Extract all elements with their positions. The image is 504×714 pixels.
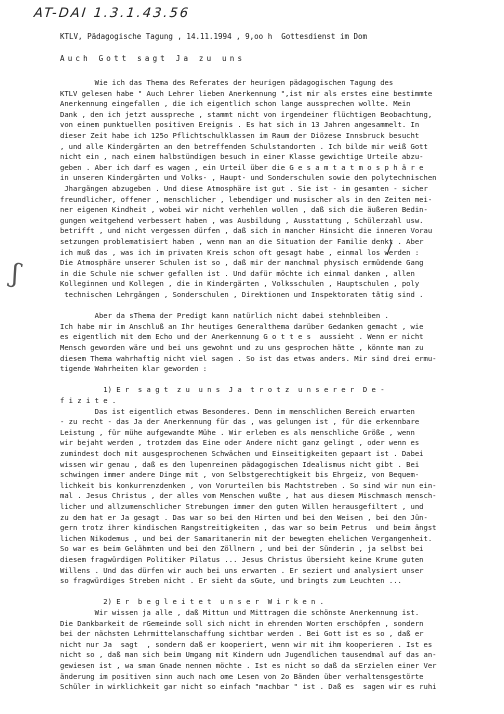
text-line: diesem fragwürdigen Politiker Pilatus ... Jesus Christus übersieht keine Krume guten xyxy=(60,555,424,564)
text-line: freundlicher, offener , menschlicher , lebendiger und musischer als in den Zeiten mei- xyxy=(60,194,433,204)
text-line: bei der nächsten Lehrmittelanschaffung sichtbar werden . Bei Gott ist es so , daß er xyxy=(60,629,424,639)
text-line: 2) E r b e g l e i t e t u n s e r W i r k e n . xyxy=(60,597,324,607)
sermon-title: Auch Gott sagt Ja zu uns xyxy=(60,54,246,63)
text-line: zumindest doch mit ausgesprochenen Schwächen und Einseitigkeiten gepaart ist . Dabei xyxy=(60,449,424,458)
header-line: KTLV, Pädagogische Tagung , 14.11.1994 , 9,oo h Gottesdienst im Dom xyxy=(60,32,368,41)
text-line: in unseren Kindergärten und Volks- , Haupt- und Sonderschulen sowie den polytechnischen xyxy=(60,173,437,183)
text-line: von einem punktuellen positiven Ereignis . Es hat sich in 13 Jahren angesammelt. In xyxy=(60,120,420,130)
text-line: Mensch geworden wäre und bei uns gewohnt und zu uns gesprochen hätte , könnte man zu xyxy=(60,343,424,352)
text-line: gern trotz ihrer kindischen Rangstreitigkeiten , das war so beim Petrus und beim ängst xyxy=(60,523,437,533)
text-line: zu dem hat er Ja gesagt . Das war so bei den Hirten und bei den Weisen , bei den Jün- xyxy=(60,512,428,522)
text-line: setzungen problematisiert haben , wenn man an die Situation der Familie denkt . Aber xyxy=(60,237,424,246)
text-line: es eigentlich mit dem Echo und der Anerkennung G o t t e s aussieht . Wenn er nicht xyxy=(60,332,424,342)
text-line: mal . Jesus Christus , der alles vom Menschen wußte , hat aus diesem Mischmasch mensch- xyxy=(60,491,437,501)
text-line: wir bejaht werden , trotzdem das Eine oder Andere nicht ganz gelingt , oder wenn es xyxy=(60,438,420,448)
text-line: nicht so , daß man sich beim Umgang mit Kindern udn Jugendlichen tausendmal auf das an- xyxy=(60,650,437,660)
text-line: Ich habe mir im Anschluß an Ihr heutiges Generalthema darüber Gedanken gemacht , wie xyxy=(60,321,424,331)
text-line: technischen Lehrgängen , Sonderschulen , Direktionen und Inspektoraten tätig sind . xyxy=(60,290,424,299)
text-line: Wir wissen ja alle , daß Mittun und Mittragen die schönste Anerkennung ist. xyxy=(60,608,420,617)
text-line: tigende Wahrheiten klar geworden : xyxy=(60,364,208,374)
text-line: 1) E r s a g t z u u n s J a t r o t z u n s e r e r D e - xyxy=(60,385,385,395)
text-line: nicht ein , nach einem halbstündigen besuch in einer Klasse gewichtige Urteile abzu- xyxy=(60,152,424,162)
text-line: so fragwürdiges Streben nicht . Er sieht da sGute, und bringts zum Leuchten ... xyxy=(60,576,402,586)
text-line: betrifft , und nicht vergessen dürfen , daß sich in mancher Hinsicht die inneren Vorau xyxy=(60,226,433,236)
archive-stamp: AT-DAI 1.3.1.43.56 xyxy=(33,6,191,21)
text-line: ner eigenen Kindheit , wobei wir nicht verhehlen wollen , daß sich die äußeren Bedin- xyxy=(60,205,428,215)
text-line: gewiesen ist , wa sman Gnade nennen möchte . Ist es nicht so daß da sErzielen einer Ver xyxy=(60,661,437,670)
text-line: Schüler in wirklichkeit gar nicht so einfach "machbar " ist . Daß es sagen wir es ruhi xyxy=(60,682,437,692)
text-line: Das ist eigentlich etwas Besonderes. Denn im menschlichen Bereich erwarten xyxy=(60,406,415,416)
text-line: schwingen immer andere Dinge mit , von Selbstgerechtigkeit bis Ehrgeiz, von Bequem- xyxy=(60,470,420,480)
text-line: KTLV gelesen habe " Auch Lehrer lieben Anerkennung ",ist mir als erstes eine bestimmte xyxy=(60,88,433,98)
text-line: licher und allzumenschlicher Strebungen immer den guten Willen herausgefiltert , und xyxy=(60,502,424,511)
text-line: gungen weitgehend verbessert haben , was Ausbildung , Ausstattung , Schülerzahl usw. xyxy=(60,215,424,225)
text-line: dieser Zeit habe ich 125o Pflichtschulklassen im Raum der Diözese Innsbruck besucht xyxy=(60,131,420,140)
text-line: geben . Aber ich darf es wagen , ein Urteil über die G e s a m t a t m o s p h ä r e xyxy=(60,162,424,172)
text-line: Anerkennung eingefallen , die ich eigentlich schon lange aussprechen wollte. Mein xyxy=(60,99,411,109)
text-line: nicht nur Ja sagt , sondern daß er kooperiert, wenn wir mit ihm kooperieren . Ist es xyxy=(60,639,433,649)
text-line: Dank , den ich jetzt ausspreche , stammt nicht von irgendeiner flüchtigen Beobachtung, xyxy=(60,109,433,119)
text-line: f i z i t e . xyxy=(60,396,117,405)
margin-pencil-mark: ʃ xyxy=(8,258,23,290)
text-line: Willens . Und das dürfen wir auch bei uns erwarten . Er seziert und analysiert unser xyxy=(60,565,424,575)
text-line: Die Dankbarkeit de rGemeinde soll sich nicht in ehrenden Worten erschöpfen , sondern xyxy=(60,618,424,628)
text-line: lichen Nikodemus , und bei der Samaritanerin mit der bewegten ehelichen Vergangenheit. xyxy=(60,533,433,543)
text-line: lichkeit bis konkurrenzdenken , von Vorurteilen bis Machtstreben . So sind wir nun ein- xyxy=(60,480,437,490)
text-line: diesem Thema wahrhaftig nicht viel sagen . So ist das etwas anders. Mir sind drei ermu- xyxy=(60,353,437,363)
text-line: in die Schule nie schwer gefallen ist . Und dafür möchte ich einmal danken , allen xyxy=(60,268,415,278)
text-line: Jhargängen abzugeben . Und diese Atmosphäre ist gut . Sie ist - im gesamten - sicher xyxy=(60,184,428,193)
text-line: Aber da sThema der Predigt kann natürlich nicht dabei stehnbleiben . xyxy=(60,311,389,321)
text-line: , und alle Kindergärten an den betreffenden Schulstandorten . Ich bilde mir weiß Gott xyxy=(60,141,428,151)
text-line: Leistung , für mühe aufgewandte Mühe . Wir erleben es als menschliche Größe , wenn xyxy=(60,427,415,437)
text-line: - zu recht - das Ja der Anerkennung für das , was gelungen ist , für die erkennbare xyxy=(60,417,420,427)
text-line: Kolleginnen und Kollegen , die in Kindergärten , Volksschulen , Hauptschulen , poly xyxy=(60,279,420,289)
text-line: änderung im positiven sinn auch nach ome Lesen von 2o Bänden über verhaltensgestörte xyxy=(60,671,424,681)
text-line: wissen wir genau , daß es den lupenreinen pädagogischen Idealismus nicht gibt . Bei xyxy=(60,459,420,469)
text-line: Die Atmosphäre unserer Schulen ist so , daß mir der manchmal physisch ermüdende Gang xyxy=(60,258,424,268)
text-line: So war es beim Gelähmten und bei den Zöllnern , und bei der Sünderin , ja selbst bei xyxy=(60,544,424,554)
text-line: ich muß das , was ich im privaten Kreis schon oft gesagt habe , einmal los werden : xyxy=(60,247,420,257)
text-line: Wie ich das Thema des Referates der heurigen pädagogischen Tagung des xyxy=(60,78,394,87)
